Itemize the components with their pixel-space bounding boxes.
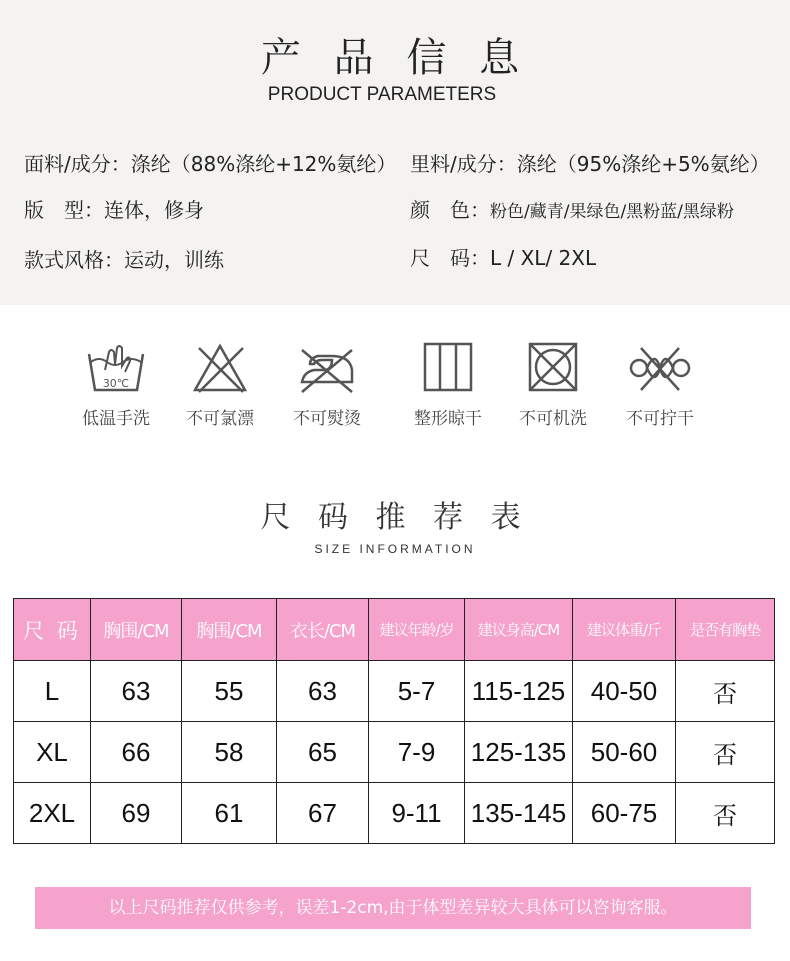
param-fabric-value: 涤纶（88%涤纶+12%氨纶） [130,152,397,176]
cell-length: 65 [277,722,369,783]
param-style-value: 运动，训练 [124,248,224,272]
param-colors [410,194,734,223]
param-size [410,242,596,271]
param-fit [24,194,204,223]
no-machine-wash-icon [518,340,588,396]
header-chest-1: 胸围/CM [91,599,182,661]
param-lining-label: 里料/成分： [410,152,517,176]
cell-age: 5-7 [369,661,465,722]
cell-length: 63 [277,661,369,722]
cell-padding: 否 [676,722,775,783]
cell-padding: 否 [676,661,775,722]
param-lining-value: 涤纶（95%涤纶+5%氨纶） [516,152,770,176]
care-item-no-machine-wash [503,340,603,429]
cell-chest-1: 63 [91,661,182,722]
care-item-flat-dry [398,340,498,429]
table-row [14,783,775,844]
params-title: 产 品 信 息 [260,35,530,81]
params-subtitle: PRODUCT PARAMETERS [267,84,497,105]
care-item-no-iron [277,340,377,429]
param-lining [410,148,770,177]
cell-age: 9-11 [369,783,465,844]
param-colors-label: 颜 色： [410,198,490,222]
care-label-no-wring: 不可拧干 [626,409,694,429]
no-wring-icon [625,340,695,396]
cell-size: L [14,661,91,722]
param-style [24,244,224,273]
param-fit-value: 连体，修身 [104,198,204,222]
param-fabric-label: 面料/成分： [24,152,131,176]
cell-length: 67 [277,783,369,844]
product-params-panel [0,0,790,305]
param-size-value: L / XL/ 2XL [490,246,597,270]
cell-age: 7-9 [369,722,465,783]
table-row [14,722,775,783]
header-height: 建议身高/CM [465,599,573,661]
cell-weight: 50-60 [573,722,676,783]
care-item-no-bleach [170,340,270,429]
cell-weight: 40-50 [573,661,676,722]
care-item-no-wring [610,340,710,429]
param-size-label: 尺 码： [410,246,490,270]
size-table-header [14,599,775,661]
cell-chest-1: 66 [91,722,182,783]
no-bleach-icon [185,340,255,396]
header-chest-2: 胸围/CM [182,599,277,661]
size-table [13,598,775,844]
size-title: 尺 码 推 荐 表 [260,500,530,535]
cell-height: 115-125 [465,661,573,722]
no-iron-icon [292,340,362,396]
header-padding: 是否有胸垫 [676,599,775,661]
table-row [14,661,775,722]
cell-chest-1: 69 [91,783,182,844]
param-style-label: 款式风格： [24,248,124,272]
cell-padding: 否 [676,783,775,844]
care-label-hand-wash: 低温手洗 [82,409,150,429]
hand-wash-30c-icon [81,340,151,396]
cell-chest-2: 61 [182,783,277,844]
size-note-banner: 以上尺码推荐仅供参考，误差1-2cm,由于体型差异较大具体可以咨询客服。 [35,887,751,929]
svg-text:30℃: 30℃ [102,377,130,390]
care-item-hand-wash [66,340,166,429]
cell-weight: 60-75 [573,783,676,844]
header-weight: 建议体重/斤 [573,599,676,661]
care-label-no-machine-wash: 不可机洗 [519,409,587,429]
size-subtitle: SIZE INFORMATION [314,542,476,556]
param-fit-label: 版 型： [24,198,104,222]
cell-size: 2XL [14,783,91,844]
care-label-no-bleach: 不可氯漂 [186,409,254,429]
cell-chest-2: 58 [182,722,277,783]
cell-height: 135-145 [465,783,573,844]
cell-chest-2: 55 [182,661,277,722]
flat-dry-shade-icon [413,340,483,396]
header-size: 尺 码 [14,599,91,661]
header-length: 衣长/CM [277,599,369,661]
cell-height: 125-135 [465,722,573,783]
care-label-flat-dry: 整形晾干 [414,409,482,429]
cell-size: XL [14,722,91,783]
care-instructions [0,340,790,440]
param-colors-value: 粉色/藏青/果绿色/黑粉蓝/黑绿粉 [490,202,734,222]
param-fabric [24,148,396,177]
header-age: 建议年龄/岁 [369,599,465,661]
care-label-no-iron: 不可熨烫 [293,409,361,429]
